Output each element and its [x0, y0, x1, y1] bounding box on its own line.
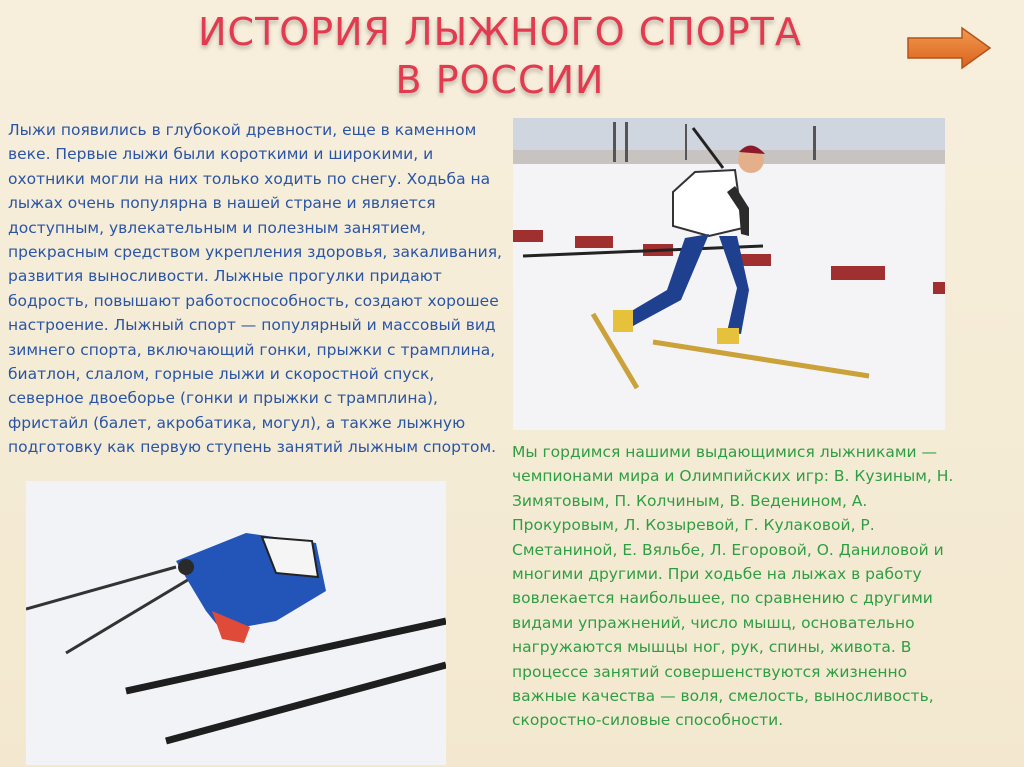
next-arrow-icon[interactable]	[906, 26, 992, 70]
skier-photo	[513, 118, 945, 430]
history-text: Лыжи появились в глубокой древности, еще в каменном веке. Первые лыжи были короткими и широкими, и охотники могли на них только ходить по снегу. Ходьба на лыжах очень популярна в нашей стране и является доступным, увлекательным и полезным занятием, прекрасным средством укрепления здоровья, закаливания, развития выносливости. Лыжные прогулки придают бодрость, повышают работоспособность, создают хорошее настроение. Лыжный спорт — популярный и массовый вид зимнего спорта, включающий гонки, прыжки с трамплина, биатлон, слалом, горные лыжи и скоростной спуск, северное двоеборье (гонки и прыжки с трамплина), фристайл (балет, акробатика, могул), а также лыжную подготовку как первую ступень занятий лыжным спортом.	[8, 121, 502, 457]
fallen-skier-photo	[26, 481, 446, 765]
champions-text: Мы гордимся нашими выдающимися лыжниками — чемпионами мира и Олимпийских игр: В. Кузиным, Н. Зимятовым, П. Колчиным, В. Веденином, А. Прокуровым, Л. Козыревой, Г. Кулаковой, Р. Сметаниной, Е. Вяльбе, Л. Егоровой, О. Даниловой и многими другими. При ходьбе на лыжах в работу вовлекается наибольшее, по сравнению с другими видами упражнений, число мышц, основательно нагружаются мышцы ног, рук, спины, живота. В процессе занятий совершенствуются жизненно важные качества — воля, смелость, выносливость, скоростно-силовые способности.	[512, 443, 954, 730]
slide-title: ИСТОРИЯ ЛЫЖНОГО СПОРТА В РОССИИ	[198, 10, 802, 102]
